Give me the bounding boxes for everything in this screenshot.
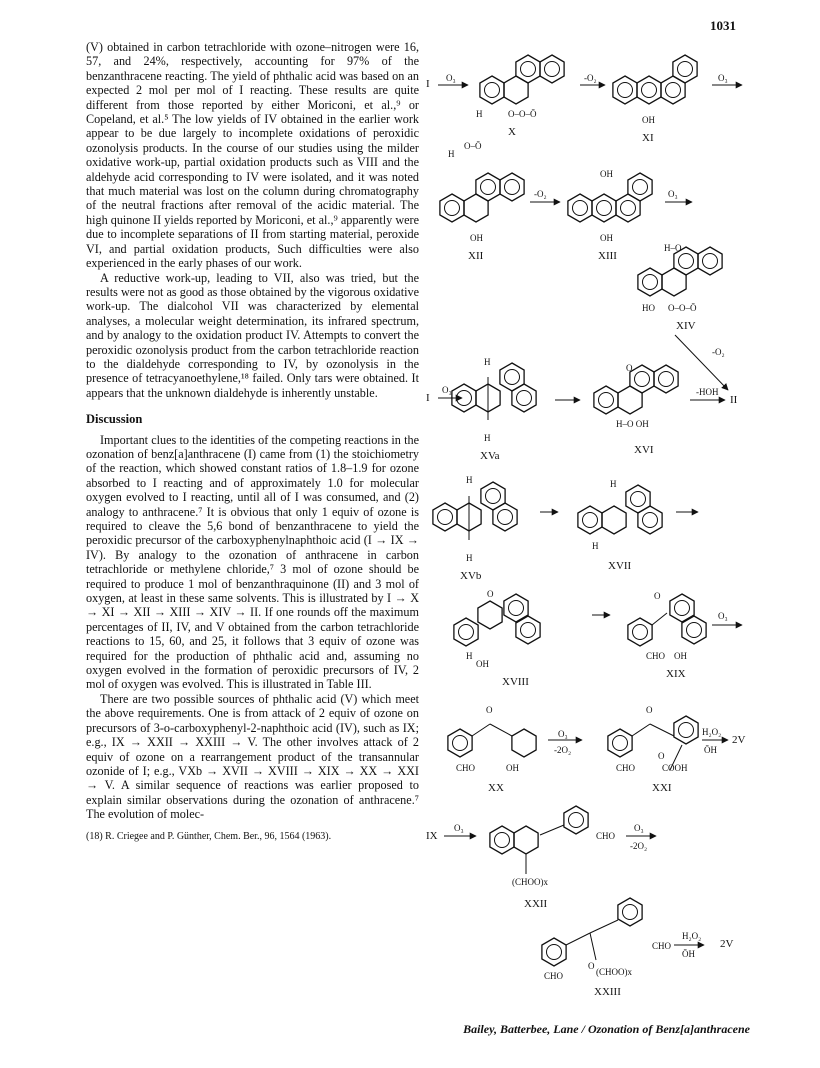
hydrogen-label: H — [466, 651, 473, 661]
hydroxyl-label: OH — [600, 169, 613, 179]
structure-XVII — [578, 485, 662, 534]
peroxide-label: O–O–Ō — [508, 109, 537, 119]
hydrogen-label: H — [484, 357, 491, 367]
reagent-label: O₃ — [558, 729, 568, 739]
compound-XVIII-label: XVIII — [502, 676, 529, 688]
hydroxy-label: H–O — [664, 243, 682, 253]
reagent-label: O₃ — [442, 385, 452, 395]
reagent-label: -O₂ — [534, 189, 547, 199]
structure-XIII — [568, 173, 652, 222]
reagent-label: O₃ — [454, 823, 464, 833]
carbonyl-oxygen-label: O — [486, 705, 493, 715]
compound-X-label: X — [508, 126, 516, 138]
peroxide-chain-label: (CHOO)x — [596, 967, 632, 977]
structure-X — [480, 55, 564, 104]
paragraph: (V) obtained in carbon tetrachloride with ozone–nitrogen were 16, 57, and 24%, respectively, accounting for 97% of the benzanthracene reacting. The yield of phthalic acid was based on an expected 2 mol per mol of I reacting. These results are quite different from those reported by either Moriconi, et al.,⁹ or Copeland, et al.⁵ The low yields of IV obtained in the earlier work appear to be due largely to incomplete oxidations of peroxidic ozonolysis products. In the course of our studies using the milder oxidative work-up, partial oxidation products such as VIII and the aldehyde acid corresponding to IV were isolated, and it was noted that much material was lost on the column during chromatography of the neutral fractions after removal of the acidic material. The high quinone II yields reported by Moriconi, et al.,⁹ apparently were due to incomplete separations of II from starting material, peroxide VI, and partial oxidation products, Such difficulties were also experienced in the early phases of our work. — [86, 40, 419, 271]
reagent-label: ŌH — [704, 745, 717, 755]
hydroxyl-label: OH — [476, 659, 489, 669]
compound-XIV-label: XIV — [676, 320, 696, 332]
hydrogen-label: H — [610, 479, 617, 489]
reagent-label: O₃ — [668, 189, 678, 199]
product-2V-label: 2V — [732, 734, 746, 746]
hydrogen-label: H — [466, 553, 473, 563]
hydroxyl-label: OH — [642, 115, 655, 125]
aldehyde-label: CHO — [646, 651, 666, 661]
running-footer — [463, 1022, 750, 1037]
structure-XVb — [433, 482, 517, 540]
footer-separator: / — [578, 1022, 588, 1036]
hydrogen-label: H — [448, 149, 455, 159]
footer-authors: Bailey, Batterbee, Lane — [463, 1022, 579, 1036]
footer-title: Ozonation of Benz[a]anthracene — [587, 1022, 750, 1036]
paragraph: Important clues to the identities of the competing reactions in the ozonation of benz[a]anthracene (I) came from (1) the stoichiometry of the reaction, which showed constant ratios of 1.8–1.9 for ozone absorbed to I reacting and of approximately 1.0 for molecular oxygen evolved to I reacting, until all of I was consumed, and (2) analogy to anthracene.⁷ It is obvious that only 1 equiv of ozone is required to cleave the 5,6 bond of benzanthracene to yield the peroxidic precursor of the carboxyphenylnaphthoic acid (I → IX → IV). By analogy to the ozonation of anthracene in carbon tetrachloride or methylene chloride,⁷ 3 mol of ozone should be required to produce 1 mol of benzanthraquinone (II) and 3 mol of oxygen, at least in these same solvents. This is illustrated by I → X → XI → XII → XIII → XIV → II. If one rounds off the maximum percentages of II, IV, and V obtained from the carbon tetrachloride reactions to 15, 60, and 25, it follows that 3 equiv of ozone was required for the production of phthalic acid and, assuming no oxygen evolved in the formation of peroxidic precursors of IV, 2 mol of oxygen was evolved. This is illustrated in Table III. — [86, 432, 419, 692]
reagent-label: -O₂ — [584, 73, 597, 83]
structure-XX — [448, 724, 536, 757]
hydrogen-label: H — [476, 109, 483, 119]
aldehyde-label: CHO — [544, 971, 564, 981]
aldehyde-label: CHO — [616, 763, 636, 773]
reagent-label: ŌH — [682, 949, 695, 959]
structure-XI — [613, 55, 697, 104]
compound-XX-label: XX — [488, 782, 504, 794]
hydrogen-label: H — [466, 475, 473, 485]
aldehyde-label: CHO — [596, 831, 616, 841]
reagent-label: -2O₂ — [630, 841, 648, 851]
compound-I-label: I — [426, 392, 430, 404]
reagent-label: H₂O₂ — [702, 727, 722, 737]
compound-XI-label: XI — [642, 132, 654, 144]
compound-IX-label: IX — [426, 830, 438, 842]
structure-XIX — [628, 594, 706, 646]
structure-XXII — [490, 806, 588, 874]
peroxide-label: O–O–Ō — [668, 303, 697, 313]
compound-XVa-label: XVa — [480, 450, 500, 462]
compound-XXIII-label: XXIII — [594, 986, 621, 998]
carbonyl-oxygen-label: O — [646, 705, 653, 715]
carbonyl-oxygen-label: O — [487, 589, 494, 599]
product-2V-label: 2V — [720, 938, 734, 950]
structure-XVIII — [454, 594, 540, 646]
carboxyl-label: COOH — [662, 763, 688, 773]
carbonyl-oxygen-label: O — [626, 363, 633, 373]
reaction-scheme-drawing — [420, 40, 750, 1020]
hydroxyl-label: OH — [674, 651, 687, 661]
reaction-arrow — [675, 335, 728, 390]
page-number: 1031 — [710, 18, 736, 33]
reagent-label: -2O₂ — [554, 745, 572, 755]
compound-I-label: I — [426, 78, 430, 90]
aldehyde-label: CHO — [456, 763, 476, 773]
compound-II-label: II — [730, 394, 738, 406]
carbonyl-oxygen-label: O — [588, 961, 595, 971]
hydrogen-label: H — [484, 433, 491, 443]
paragraph: There are two possible sources of phthalic acid (V) which meet the above requirements. One is from attack of 2 equiv of ozone on precursors of 3-o-carboxyphenyl-2-naphthoic acid (IV), such as IX; e.g., IX → XXII → XXIII → V. The other involves attack of 2 equiv of ozone on a rearrangement product of the transannular ozonide of I; e.g., VXb → XVII → XVIII → XIX → XX → XXI → V. A similar sequence of reactions was earlier proposed to explain similar observations during the ozonation of anthracene.⁷ The evolution of molec- — [86, 691, 419, 822]
structure-XII — [440, 173, 524, 222]
carbonyl-oxygen-label: O — [658, 751, 665, 761]
body-text-column — [86, 40, 419, 843]
reagent-label: -O₂ — [712, 347, 725, 357]
peroxide-label: O–Ō — [464, 141, 482, 151]
compound-XVII-label: XVII — [608, 560, 632, 572]
structure-XVI — [594, 365, 678, 414]
compound-XVI-label: XVI — [634, 444, 654, 456]
compound-XVb-label: XVb — [460, 570, 482, 582]
footnote: (18) R. Criegee and P. Günther, Chem. Ber., 96, 1564 (1963). — [86, 830, 332, 842]
reaction-scheme — [420, 40, 750, 1020]
hydroxy-label: HO — [642, 303, 655, 313]
compound-XXII-label: XXII — [524, 898, 548, 910]
reagent-label: H₂O₂ — [682, 931, 702, 941]
structure-XXIII — [542, 898, 642, 966]
compound-XII-label: XII — [468, 250, 484, 262]
structure-XIV — [638, 247, 722, 296]
reagent-label: O₃ — [718, 611, 728, 621]
section-heading: Discussion — [86, 412, 143, 427]
compound-XIII-label: XIII — [598, 250, 617, 262]
compound-XXI-label: XXI — [652, 782, 672, 794]
hydrogen-label: H — [592, 541, 599, 551]
hydroxyl-label: OH — [470, 233, 483, 243]
aldehyde-label: CHO — [652, 941, 672, 951]
hydroxyl-label: OH — [506, 763, 519, 773]
reagent-label: -HOH — [696, 387, 719, 397]
carbonyl-oxygen-label: O — [654, 591, 661, 601]
structure-XVa — [452, 363, 536, 420]
reagent-label: O₃ — [634, 823, 644, 833]
peroxide-chain-label: (CHOO)x — [512, 877, 548, 887]
reagent-label: O₃ — [446, 73, 456, 83]
paragraph: A reductive work-up, leading to VII, also was tried, but the results were not as good as those obtained by the vigorous oxidative work-up. The dialcohol VII was characterized by elemental analyses, a molecular weight determination, its infrared spectrum, and by analogy to the oxidation product IV. Attempts to convert the peroxidic ozonolysis product from the carbon tetrachloride reaction to the dialdehyde corresponding to IV, by ozonolysis in the presence of tetracyanoethylene,¹⁸ failed. Only tars were obtained. It appears that the unknown dialdehyde is inherently unstable. — [86, 270, 419, 400]
compound-XIX-label: XIX — [666, 668, 686, 680]
reagent-label: O₃ — [718, 73, 728, 83]
hydroxyl-label: OH — [600, 233, 613, 243]
hydroperoxide-label: H–O OH — [616, 419, 649, 429]
